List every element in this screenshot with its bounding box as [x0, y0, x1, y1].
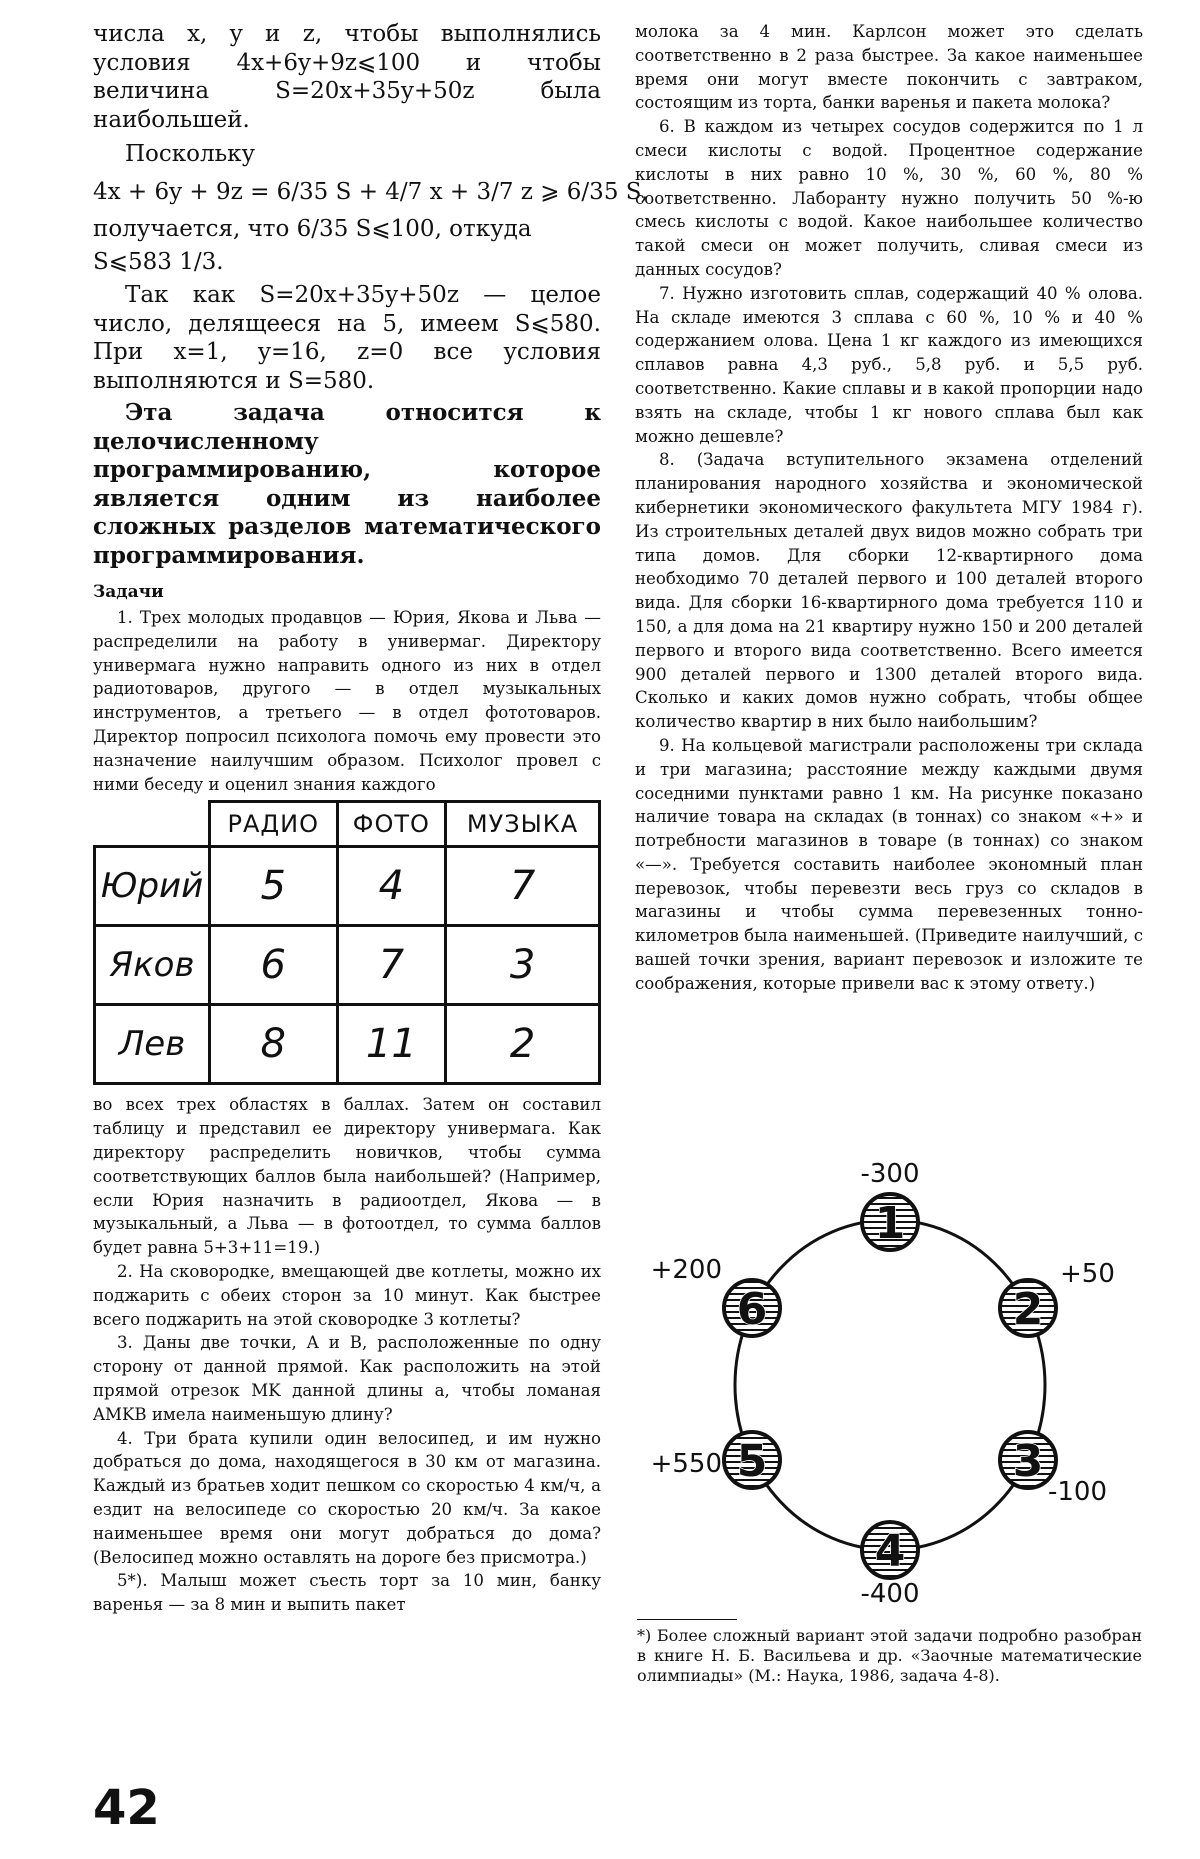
problem-5-text: 5*). Малыш может съесть торт за 10 мин, банку варенья — за 8 мин и выпить пакет — [93, 1571, 601, 1615]
result-formula: S⩽583 1/3. — [93, 249, 224, 275]
problem-7-text: 7. Нужно изготовить сплав, содержащий 40 % олова. На складе имеются 3 сплава с 60 %, 10 % и 40 % содержанием олова. Цена 1 кг каждого из имеющихся сплавов равна 4,3 руб., 5,8 руб. и 5,5 руб. соответственно. Какие сплавы и в какой пропорции надо взять на складе, чтобы 1 кг нового сплава был как можно дешевле? — [635, 283, 1143, 446]
score-table — [93, 800, 601, 1085]
node-amount-label: -100 — [1048, 1477, 1108, 1507]
problem-1-continued: во всех трех областях в баллах. Затем он составил таблицу и представил ее директору универмага. Как директору распределить новичков, чтобы сумма соответствующих баллов была наибольшей? (Например, если Юрия назначить в радиоотдел, Якова — в музыкальный, а Льва — в фотоотдел, то сумма баллов будет равна 5+3+11=19.) — [93, 1095, 601, 1258]
node-amount-label: -400 — [860, 1579, 920, 1609]
table-row — [95, 926, 600, 1005]
footnote-rule — [637, 1619, 737, 1620]
inequality-formula: 4x + 6y + 9z = 6/35 S + 4/7 x + 3/7 z ⩾ 6/35 S, — [93, 178, 649, 205]
tasks-heading: Задачи — [93, 582, 164, 602]
ring-node-1 — [860, 1160, 919, 1250]
ring-node-6 — [651, 1255, 780, 1336]
problem-8-text: 8. (Задача вступительного экзамена отделений планирования народного хозяйства и экономической кибернетики экономического факультета МГУ 1984 г). Из строительных деталей двух видов можно собрать три типа домов. Для сборки 12-квартирного дома необходимо 70 деталей первого и 100 деталей второго вида. Для сборки 16-квартирного дома требуется 110 и 150, а для дома на 21 квартиру нужно 150 и 200 деталей первого и второго вида соответственно. Всего имеется 900 деталей первого и 1300 деталей второго вида. Сколько и каких домов нужно собрать, чтобы общее количество квартир в них было наибольшим? — [635, 450, 1143, 732]
ring-node-4 — [860, 1522, 919, 1609]
since-text: Поскольку — [125, 141, 256, 167]
left-column — [93, 20, 649, 1617]
problem-6-text: 6. В каждом из четырех сосудов содержится по 1 л смеси кислоты с водой. Процентное содержание кислоты в них равно 10 %, 30 %, 60 %, 80 % соответственно. Лаборанту нужно получить 50 %-ю смесь кислоты с водой. Какое наибольшее количество такой смеси он может получить, сливая смеси из данных сосудов? — [635, 117, 1143, 279]
conclusion-text: Так как S=20x+35y+50z — целое число, делящееся на 5, имеем S⩽580. При x=1, y=16, z=0 все условия выполняются и S=580. — [93, 282, 601, 394]
right-column — [635, 20, 1143, 996]
ring-road-diagram — [650, 1160, 1140, 1620]
row-name: Яков — [95, 926, 210, 1005]
score-cell: 7 — [446, 847, 600, 926]
row-name: Юрий — [95, 847, 210, 926]
corner-cell — [95, 802, 210, 847]
node-number: 3 — [1012, 1436, 1044, 1487]
score-table-header-row — [95, 802, 600, 847]
problem-4-text: 4. Три брата купили один велосипед, и им нужно добраться до дома, находящегося в 30 км от магазина. Каждый из братьев ходит пешком со скоростью 4 км/ч, а ездит на велосипеде со скоростью 20 км/ч. За какое наименьшее время они могут добраться до дома? (Велосипед можно оставлять на дороге без присмотра.) — [93, 1428, 601, 1567]
remark-text: Эта задача относится к целочисленному программированию, которое является одним из наиболее сложных разделов математического программирования. — [93, 399, 601, 569]
score-cell: 8 — [210, 1005, 338, 1084]
node-number: 1 — [874, 1198, 906, 1249]
node-amount-label: +550 — [650, 1449, 722, 1479]
node-number: 5 — [736, 1436, 768, 1487]
problem-3-text: 3. Даны две точки, A и B, расположенные по одну сторону от данной прямой. Как расположить на этой прямой отрезок MK данной длины a, чтобы ломаная AMKB имела наименьшую длину? — [93, 1333, 601, 1424]
ring-node-2 — [1000, 1259, 1115, 1336]
score-cell: 6 — [210, 926, 338, 1005]
problem-1-text: 1. Трех молодых продавцов — Юрия, Якова и Льва — распределили на работу в универмаг. Директору универмага нужно направить одного из них в отдел радиотоваров, другого — в отдел музыкальных инструментов, а третьего — в отдел фототоваров. Директор попросил психолога помочь ему провести это назначение наилучшим образом. Психолог провел с ними беседу и оценил знания каждого — [93, 608, 601, 794]
header-music: МУЗЫКА — [446, 802, 600, 847]
score-cell: 11 — [337, 1005, 446, 1084]
row-name: Лев — [95, 1005, 210, 1084]
node-amount-label: -300 — [860, 1160, 920, 1189]
intro-text: числа x, y и z, чтобы выполнялись условия 4x+6y+9z⩽100 и чтобы величина S=20x+35y+50z была наибольшей. — [93, 21, 601, 133]
node-amount-label: +200 — [650, 1255, 722, 1285]
score-cell: 4 — [337, 847, 446, 926]
gets-text: получается, что 6/35 S⩽100, откуда — [93, 215, 532, 242]
header-radio: РАДИО — [210, 802, 338, 847]
problem-2-text: 2. На сковородке, вмещающей две котлеты, можно их поджарить с обеих сторон за 10 минут. Как быстрее всего поджарить на этой сковородке 3 котлеты? — [93, 1261, 601, 1329]
ring-node-3 — [1000, 1432, 1107, 1507]
problem-9-text: 9. На кольцевой магистрали расположены три склада и три магазина; расстояние между каждыми двумя соседними пунктами равно 1 км. На рисунке показано наличие товара на складах (в тоннах) со знаком «+» и потребности магазинов в товаре (в тоннах) со знаком «—». Требуется составить наиболее экономный план перевозок, чтобы перевезти весь груз со складов в магазины и чтобы сумма перевезенных тонно-километров была наименьшей. (Приведите наилучший, с вашей точки зрения, вариант перевозок и изложите те соображения, которые привели вас к этому ответу.) — [635, 735, 1143, 993]
score-cell: 3 — [446, 926, 600, 1005]
node-number: 6 — [736, 1284, 768, 1335]
node-number: 2 — [1012, 1284, 1044, 1335]
score-cell: 7 — [337, 926, 446, 1005]
node-number: 4 — [874, 1526, 906, 1577]
score-cell: 5 — [210, 847, 338, 926]
problem-5-continued: молока за 4 мин. Карлсон может это сделать соответственно в 2 раза быстрее. За какое наименьшее время они могут вместе покончить с завтраком, состоящим из торта, банки варенья и пакета молока? — [635, 22, 1143, 113]
header-photo: ФОТО — [337, 802, 446, 847]
table-row — [95, 847, 600, 926]
ring-road — [735, 1220, 1045, 1550]
page-number: 42 — [93, 1780, 160, 1836]
score-cell: 2 — [446, 1005, 600, 1084]
ring-node-5 — [651, 1432, 780, 1488]
node-amount-label: +50 — [1060, 1259, 1115, 1289]
footnote: *) Более сложный вариант этой задачи подробно разобран в книге Н. Б. Васильева и др. «Заочные математические олимпиады» (М.: Наука, 1986, задача 4-8). — [637, 1626, 1142, 1685]
table-row — [95, 1005, 600, 1084]
